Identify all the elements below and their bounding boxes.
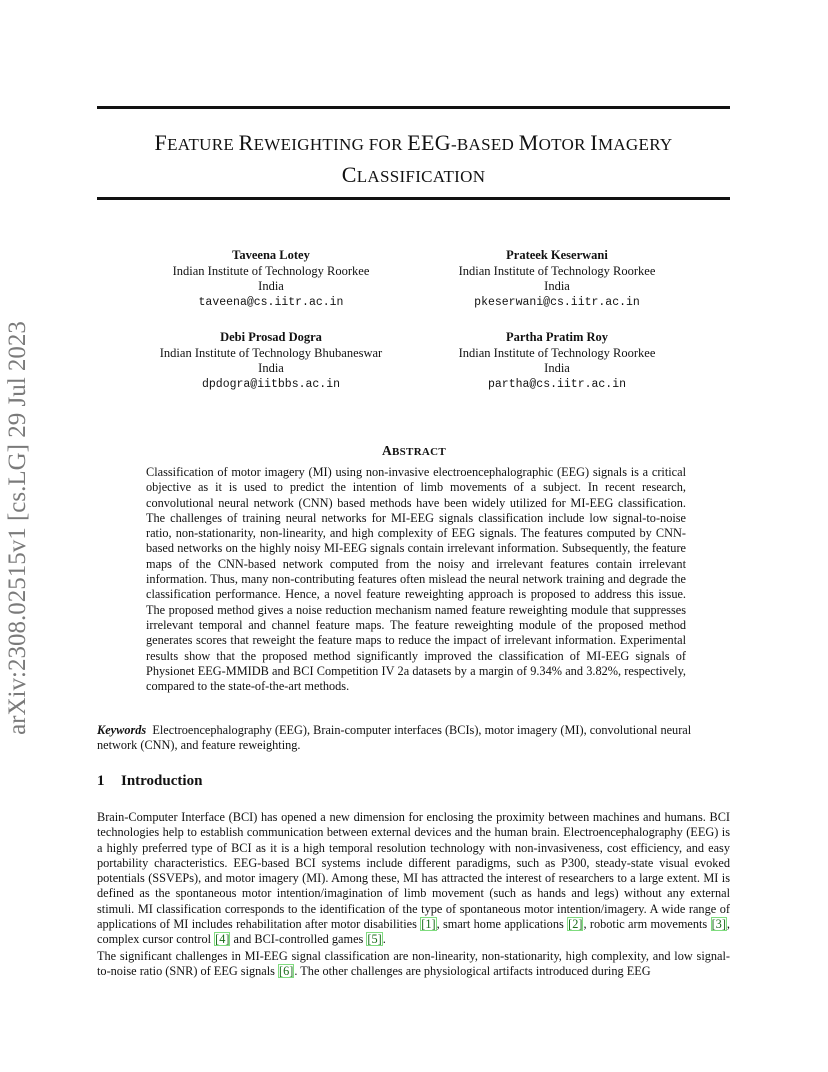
- keywords-block: [97, 723, 730, 754]
- author-country: India: [544, 361, 570, 375]
- author-country: India: [258, 361, 284, 375]
- citation-link[interactable]: [4]: [215, 932, 230, 947]
- author-block-1: [121, 248, 421, 310]
- keywords-label: Keywords: [97, 723, 147, 737]
- citation-link[interactable]: [2]: [568, 917, 583, 932]
- arxiv-identifier: arXiv:2308.02515v1 [cs.LG] 29 Jul 2023: [4, 321, 31, 735]
- abstract-body: Classification of motor imagery (MI) using non-invasive electroencephalographic (EEG) signals is a critical objective as it is used to predict the intention of limb movements of a subject. In recent research, convolutional neural network (CNN) based methods have been widely utilized for MI-EEG classification. The challenges of training neural networks for MI-EEG signals classification include low signal-to-noise ratio, non-stationarity, non-linearity, and high complexity of EEG signals. The features computed by CNN-based networks on the highly noisy MI-EEG signals contain irrelevant information. Subsequently, the feature maps of the CNN-based network computed from the noisy and irrelevant features contain irrelevant information. Thus, many non-contributing features often mislead the neural network training and degrade the classification performance. Hence, a novel feature reweighting approach is proposed to address this issue. The proposed method gives a noise reduction mechanism named feature reweighting module that suppresses irrelevant temporal and channel feature maps. The feature reweighting module of the proposed method generates scores that reweight the feature maps to reduce the impact of irrelevant information. Experimental results show that the proposed method significantly improved the classification of MI-EEG signals of Physionet EEG-MMIDB and BCI Competition IV 2a datasets by a margin of 9.34% and 3.82%, respectively, compared to the state-of-the-art methods.: [146, 465, 686, 694]
- citation-link[interactable]: [1]: [421, 917, 436, 932]
- author-email[interactable]: taveena@cs.iitr.ac.in: [198, 295, 344, 309]
- author-affiliation: Indian Institute of Technology Roorkee: [458, 263, 656, 278]
- author-block-2: [407, 248, 707, 310]
- author-name: Taveena Lotey: [232, 248, 310, 262]
- author-email[interactable]: dpdogra@iitbbs.ac.in: [201, 377, 341, 391]
- intro-paragraph-2: The significant challenges in MI-EEG signal classification are non-linearity, non-stationarity, high complexity, and low signal-to-noise ratio (SNR) of EEG signals [6]. The other challenges are physiological artifacts introduced during EEG: [97, 949, 730, 979]
- section-title: Introduction: [121, 773, 203, 789]
- author-name: Partha Pratim Roy: [505, 330, 609, 344]
- author-affiliation: Indian Institute of Technology Bhubaneswar: [159, 345, 383, 360]
- author-block-4: [407, 330, 707, 392]
- author-name: Prateek Keserwani: [506, 248, 608, 262]
- section-number: 1: [97, 773, 105, 789]
- author-name: Debi Prosad Dogra: [220, 330, 322, 344]
- keywords-text: Electroencephalography (EEG), Brain-computer interfaces (BCIs), motor imagery (MI), convolutional neural network (CNN), and feature reweighting.: [97, 723, 692, 753]
- intro-paragraph-1: Brain-Computer Interface (BCI) has opened a new dimension for enclosing the proximity between machines and humans. BCI technologies help to establish communication between external devices and the human brain. Electroencephalography (EEG) is a highly preferred type of BCI as it is a high temporal resolution technology with non-invasiveness, cost efficiency, and easy portability characteristics. EEG-based BCI systems include different paradigms, such as P300, steady-state visual evoked potentials (SSVEPs), and motor imagery (MI). Among these, MI has attracted the interest of researchers to a large extent. MI is defined as the spontaneous motor intention/imagination of limb movement (such as hands and legs) without any external stimuli. MI classification corresponds to the identification of the type of spontaneous motor intention/imagery. A wide range of applications of MI includes rehabilitation after motor disabilities [1], smart home applications [2], robotic arm movements [3], complex cursor control [4] and BCI-controlled games [5].: [97, 810, 730, 947]
- citation-link[interactable]: [3]: [711, 917, 726, 932]
- author-email[interactable]: pkeserwani@cs.iitr.ac.in: [474, 295, 640, 309]
- author-email[interactable]: partha@cs.iitr.ac.in: [487, 377, 627, 391]
- title-bottom-rule: [97, 197, 730, 200]
- citation-link[interactable]: [6]: [279, 964, 294, 979]
- title-top-rule: [97, 106, 730, 109]
- author-country: India: [544, 279, 570, 293]
- abstract-heading: ABSTRACT: [381, 443, 447, 458]
- author-affiliation: Indian Institute of Technology Roorkee: [458, 345, 656, 360]
- citation-link[interactable]: [5]: [367, 932, 382, 947]
- section-heading-introduction: [97, 773, 202, 790]
- paper-title: FEATURE REWEIGHTING FOR EEG-BASED MOTOR IMAGERY CLASSIFICATION: [154, 130, 673, 187]
- author-country: India: [258, 279, 284, 293]
- author-block-3: [121, 330, 421, 392]
- author-affiliation: Indian Institute of Technology Roorkee: [172, 263, 370, 278]
